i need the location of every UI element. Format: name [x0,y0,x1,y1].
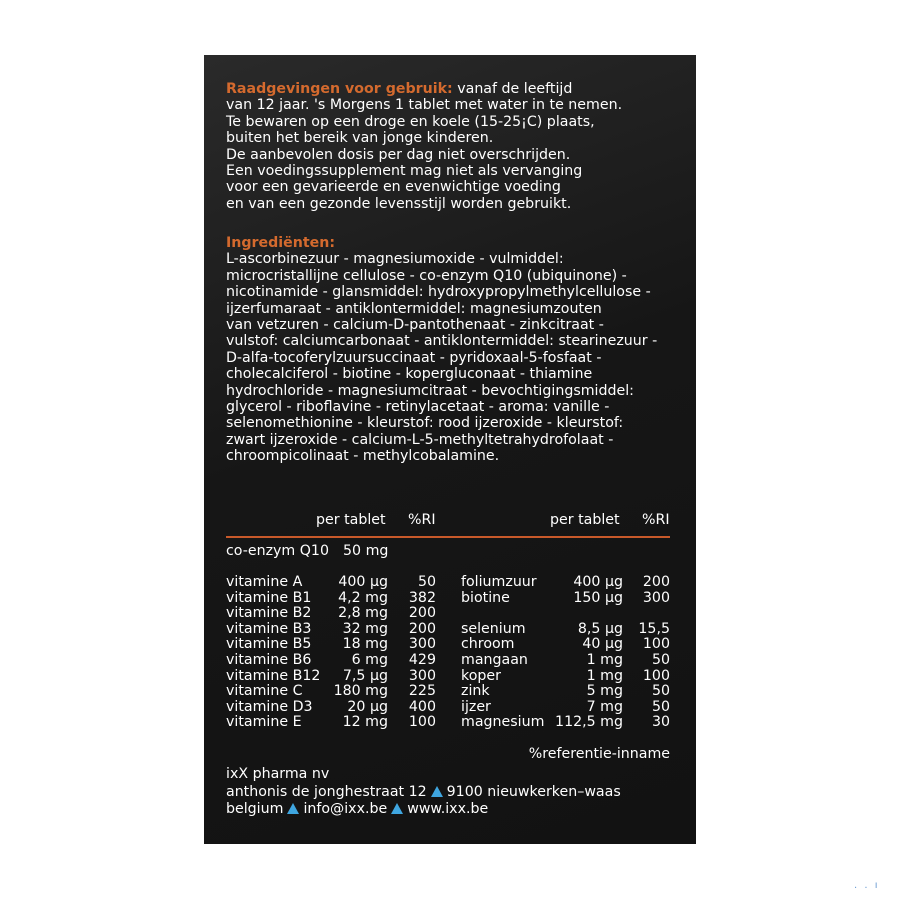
nutrient-amount: 7 mg [586,698,623,715]
nutrient-amount: 4,2 mg [338,589,388,606]
nutrient-amount: 5 mg [586,683,623,700]
ingredient-line: L-ascorbinezuur - magnesiumoxide - vulmiddel: [226,251,564,268]
nutrient-name: biotine [461,589,510,606]
nutrient-ri: 300 [642,589,670,606]
nutrient-amount: 180 mg [333,683,388,700]
ingredient-line: nicotinamide - glansmiddel: hydroxypropylmethylcellulose - [226,284,651,301]
ingredient-line: chroompicolinaat - methylcobalamine. [226,448,500,465]
usage-line: De aanbevolen dosis per dag niet overschrijden. [226,146,571,163]
table-header-left-per-tablet: per tablet [316,512,386,528]
company-footer [226,766,621,819]
nutrient-amount: 18 mg [342,636,388,653]
nutrient-name: vitamine D3 [226,698,313,715]
usage-line: Een voedingssupplement mag niet als vervanging [226,163,583,180]
table-header-right-ri: %RI [642,512,670,528]
nutrient-name: selenium [461,620,526,637]
ingredient-line: D-alfa-tocoferylzuursuccinaat - pyridoxaal-5-fosfaat - [226,349,602,366]
usage-line: van 12 jaar. 's Morgens 1 tablet met water in te nemen. [226,97,623,114]
nutrient-amount: 2,8 mg [338,605,388,622]
nutrient-name: vitamine A [226,574,303,590]
nutrient-ri: 200 [408,605,436,622]
nutrient-amount: 7,5 µg [342,667,388,684]
nutrient-name: koper [461,667,501,684]
nutrient-amount: 20 µg [347,698,388,715]
table-header-right-per-tablet: per tablet [550,512,620,528]
nutrient-amount: 400 µg [338,574,388,590]
corner-mark: . . ı [854,880,880,891]
nutrient-ri: 300 [408,667,436,684]
ingredients-heading: Ingrediënten: [226,235,336,251]
nutrient-amount: 1 mg [586,667,623,684]
nutrient-name: chroom [461,636,515,653]
ingredient-line: cholecalciferol - biotine - kopergluconaat - thiamine [226,366,593,383]
nutrient-ri: 100 [642,667,670,684]
company-website[interactable]: www.ixx.be [407,801,489,817]
nutrient-amount: 6 mg [351,652,388,668]
usage-line: en van een gezonde levensstijl worden gebruikt. [226,195,572,212]
nutrient-amount: 1 mg [586,652,623,668]
nutrient-name: vitamine B1 [226,589,312,606]
nutrient-amount: 12 mg [342,714,388,731]
nutrient-ri: 100 [642,636,670,653]
nutrient-ri: 382 [408,589,436,606]
nutrient-name: magnesium [461,714,545,731]
nutrient-ri: 200 [642,574,670,590]
company-country: belgium [226,801,284,817]
nutrient-name: zink [461,683,490,700]
usage-first-line-rest: vanaf de leeftijd [452,81,573,97]
nutrient-amount: 8,5 µg [577,620,623,637]
ingredient-line: van vetzuren - calcium-D-pantothenaat - zinkcitraat - [226,317,604,334]
ingredient-line: glycerol - riboflavine - retinylacetaat - aroma: vanille - [226,399,610,416]
nutrient-ri: 225 [408,683,436,700]
usage-first-line [226,81,686,97]
nutrient-name: vitamine B5 [226,636,312,653]
triangle-icon [431,786,443,797]
nutrient-name: vitamine B12 [226,667,321,684]
ingredient-line: zwart ijzeroxide - calcium-L-5-methyltetrahydrofolaat - [226,431,614,448]
triangle-icon [287,803,299,814]
ingredient-line: hydrochloride - magnesiumcitraat - bevochtigingsmiddel: [226,382,634,399]
company-email[interactable]: info@ixx.be [303,801,388,817]
company-city: 9100 nieuwkerken–waas [446,783,621,800]
nutrient-ri: 100 [408,714,436,731]
table-header-rule [226,536,670,538]
company-name: ixX pharma nv [226,766,330,782]
nutrient-name: foliumzuur [461,574,537,590]
nutrient-amount: 400 µg [573,574,623,590]
nutrient-amount: 112,5 mg [555,714,623,731]
nutrient-amount: 40 µg [582,636,623,653]
triangle-icon [391,803,403,814]
nutrient-name: vitamine B2 [226,605,312,622]
nutrient-ri: 15,5 [638,620,670,637]
ingredient-line: vulstof: calciumcarbonaat - antiklontermiddel: stearinezuur - [226,333,658,350]
nutrient-ri: 300 [408,636,436,653]
nutrient-name: vitamine E [226,714,302,731]
nutrient-amount: 150 µg [573,589,623,606]
ingredient-line: selenomethionine - kleurstof: rood ijzeroxide - kleurstof: [226,415,624,432]
nutrient-name: vitamine B3 [226,620,312,637]
nutrient-name: ijzer [461,698,491,715]
nutrient-ri: 50 [417,574,436,590]
nutrient-amount: 32 mg [342,620,388,637]
usage-line: voor een gevarieerde en evenwichtige voeding [226,179,561,196]
usage-section [226,81,686,212]
coq10-name: co-enzym Q10 [226,543,329,559]
ri-note: %referentie-inname [528,746,670,762]
ingredient-line: ijzerfumaraat - antiklontermiddel: magnesiumzouten [226,300,602,317]
coq10-amount: 50 mg [343,543,389,559]
nutrient-name: vitamine C [226,683,303,700]
company-street: anthonis de jonghestraat 12 [226,783,427,800]
ingredients-section [226,235,686,465]
nutrient-name: vitamine B6 [226,652,312,668]
nutrient-ri: 50 [651,683,670,700]
nutrient-ri: 50 [651,652,670,668]
usage-line: Te bewaren op een droge en koele (15-25¡C) plaats, [226,113,595,130]
ingredient-line: microcristallijne cellulose - co-enzym Q10 (ubiquinone) - [226,267,627,284]
usage-line: buiten het bereik van jonge kinderen. [226,130,494,147]
company-contact [226,801,621,819]
nutrient-name: mangaan [461,652,528,668]
nutrient-ri: 200 [408,620,436,637]
nutrient-ri: 429 [408,652,436,668]
table-header-left-ri: %RI [408,512,436,528]
nutrient-ri: 50 [651,698,670,715]
nutrient-ri: 400 [408,698,436,715]
nutrient-ri: 30 [651,714,670,731]
usage-heading: Raadgevingen voor gebruik: [226,81,453,97]
company-address [226,784,621,802]
